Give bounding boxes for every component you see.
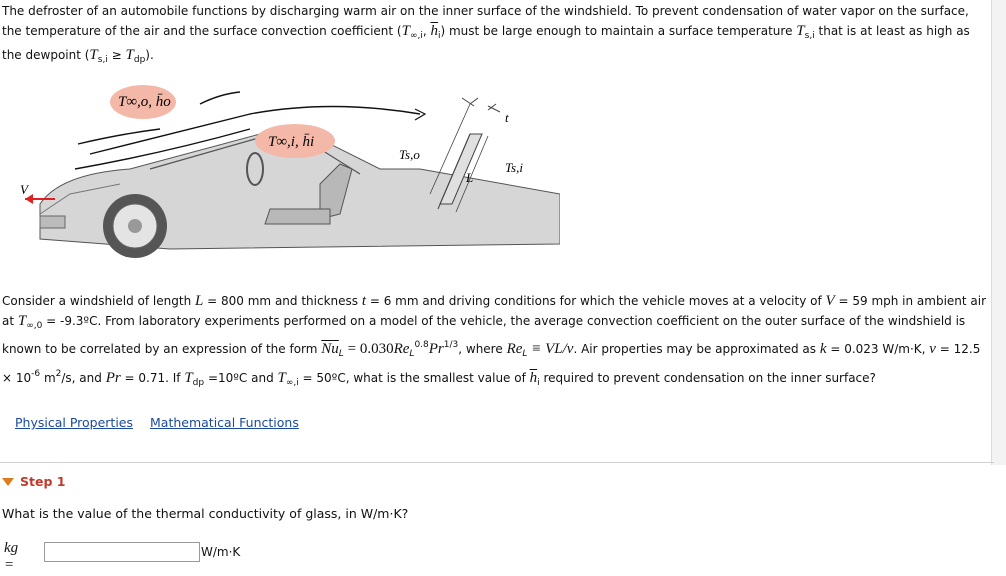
step-question: What is the value of the thermal conductivity of glass, in W/m·K?: [2, 506, 409, 521]
mathematical-functions-link[interactable]: Mathematical Functions: [150, 415, 299, 430]
collapse-triangle-icon: [2, 478, 14, 486]
answer-unit: W/m·K: [201, 545, 241, 559]
tso-label: Ts,o: [399, 147, 420, 162]
physical-properties-link[interactable]: Physical Properties: [15, 415, 133, 430]
answer-variable-label: kg =: [4, 540, 19, 573]
velocity-label: V: [20, 182, 28, 197]
inner-air-label: T∞,i, h̄i: [268, 134, 315, 150]
divider: [0, 462, 994, 463]
windshield-figure: [0, 74, 560, 274]
thickness-label: t: [505, 110, 509, 125]
thermal-conductivity-input[interactable]: [44, 542, 200, 562]
step-1-toggle[interactable]: Step 1: [2, 474, 65, 489]
problem-paragraph: Consider a windshield of length L = 800 mm and thickness t = 6 mm and driving conditions for which the vehicle moves at a velocity of V = 59 mph in ambient air at $T_{\infty,0}$ = -9.3ºC. From laboratory experiments performed on a model of the vehicle, the average convection coefficient on the outer surface of the windshield is known to be correlated by an expression of the form $\overline{Nu}_L = 0.030Re_L^{0.8}Pr^{1/3}$, where $Re_L \equiv VL/\nu$. Air properties may be approximated as k = 0.023 W/m·K, $\nu = 12.5 \times 10^{-6}$ $m^2/s$, and Pr = 0.71. If $T_{dp}$ =10ºC and $T_{\infty,i}$ = 50ºC, what is the smallest value of $\overline{h}_i$ required to prevent condensation on the inner surface?: [2, 293, 987, 388]
tsi-label: Ts,i: [505, 160, 523, 175]
length-label: L: [466, 170, 474, 185]
outer-air-label: T∞,o, h̄o: [118, 94, 171, 110]
intro-paragraph: The defroster of an automobile functions by discharging warm air on the inner surface of the windshield. To prevent condensation of water vapor on the surface, the temperature of the air and the surface convection coefficient ($T_{\infty,i}$, $\overline{h}_i$) must be large enough to maintain a surface temperature $T_{s,i}$ that is at least as high as the dewpoint $(T_{s,i} \ge T_{dp})$.: [2, 4, 970, 65]
page-scrollbar[interactable]: [991, 0, 1006, 465]
